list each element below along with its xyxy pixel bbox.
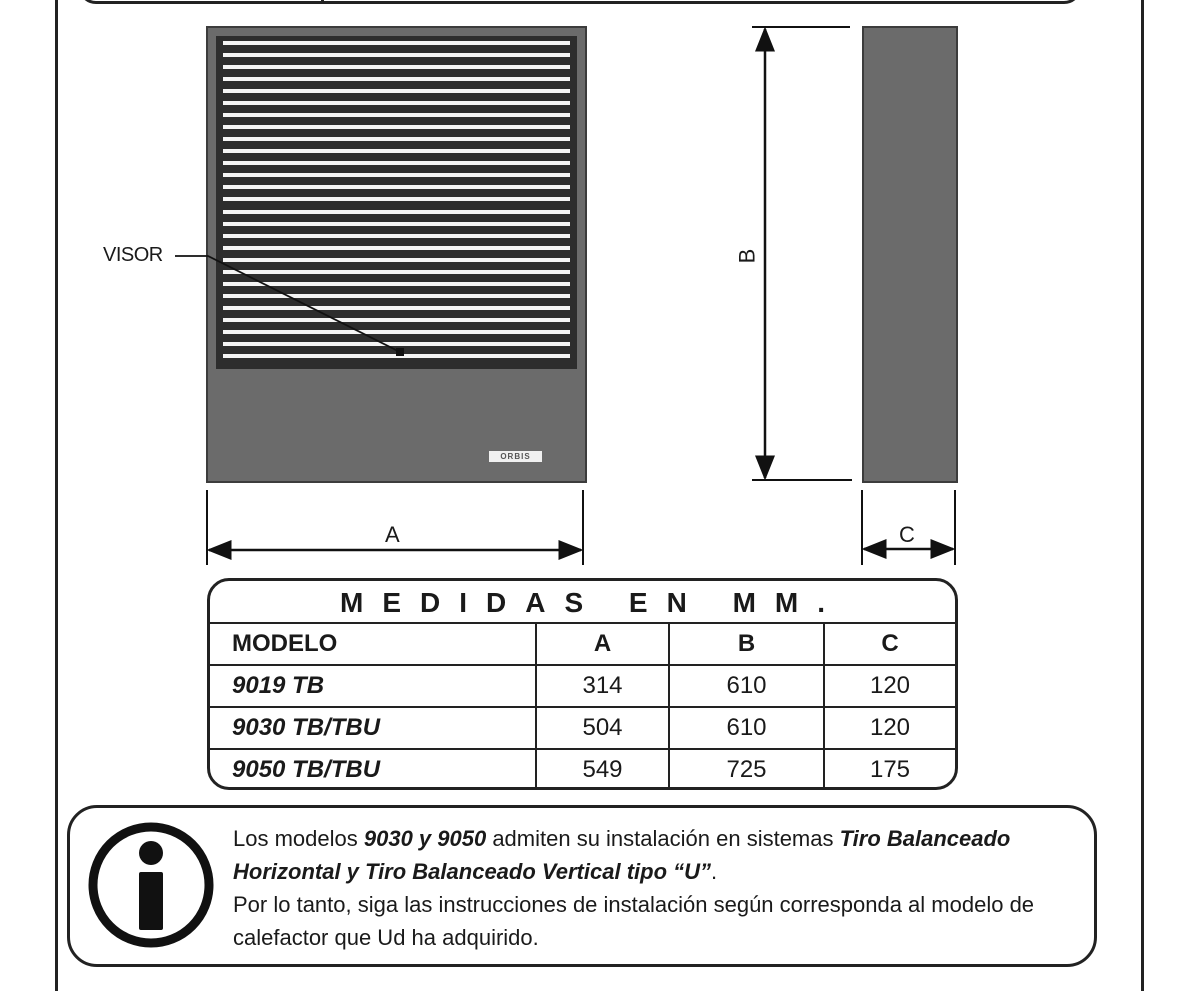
info-line2: Por lo tanto, siga las instrucciones de instalación según corresponda al modelo de calefactor que Ud ha adquirido. xyxy=(233,892,1035,950)
header-b: B xyxy=(669,623,824,665)
header-c: C xyxy=(824,623,955,665)
info-models: 9030 y 9050 xyxy=(363,826,487,851)
info-system-a: Tiro Balanceado Horizontal xyxy=(233,826,1011,884)
row-b: 725 xyxy=(669,749,824,790)
info-icon xyxy=(86,820,216,950)
header-model: MODELO xyxy=(210,623,536,665)
measurements-table-box xyxy=(207,578,958,790)
row-c: 120 xyxy=(824,665,955,707)
row-model: 9019 TB xyxy=(210,665,536,707)
row-b: 610 xyxy=(669,707,824,749)
table-row xyxy=(210,665,955,707)
row-c: 120 xyxy=(824,707,955,749)
visor-label: VISOR xyxy=(103,244,163,266)
info-system-b: Tiro Balanceado Vertical tipo “U” xyxy=(365,859,712,884)
row-c: 175 xyxy=(824,749,955,790)
dim-b-label: B xyxy=(734,248,760,264)
dim-a-label: A xyxy=(385,522,400,547)
info-text xyxy=(233,822,1088,954)
info-line1-mid: admiten su instalación en sistemas xyxy=(486,826,840,851)
table-row xyxy=(210,749,955,790)
row-b: 610 xyxy=(669,665,824,707)
table-header-row xyxy=(210,623,955,665)
info-line1-end: . xyxy=(711,859,718,884)
table-title: MEDIDAS EN MM. xyxy=(340,587,844,618)
row-a: 549 xyxy=(536,749,669,790)
row-a: 504 xyxy=(536,707,669,749)
info-and: y xyxy=(340,859,366,884)
row-model: 9050 TB/TBU xyxy=(210,749,536,790)
row-a: 314 xyxy=(536,665,669,707)
measurements-table xyxy=(210,622,955,790)
visor-marker xyxy=(396,348,404,356)
header-a: A xyxy=(536,623,669,665)
visor-leader-line xyxy=(175,256,400,352)
dim-c-label: C xyxy=(899,522,915,547)
brand-logo: ORBIS xyxy=(489,451,542,462)
info-line1-prefix: Los modelos xyxy=(233,826,364,851)
info-box xyxy=(67,805,1097,967)
row-model: 9030 TB/TBU xyxy=(210,707,536,749)
table-row xyxy=(210,707,955,749)
